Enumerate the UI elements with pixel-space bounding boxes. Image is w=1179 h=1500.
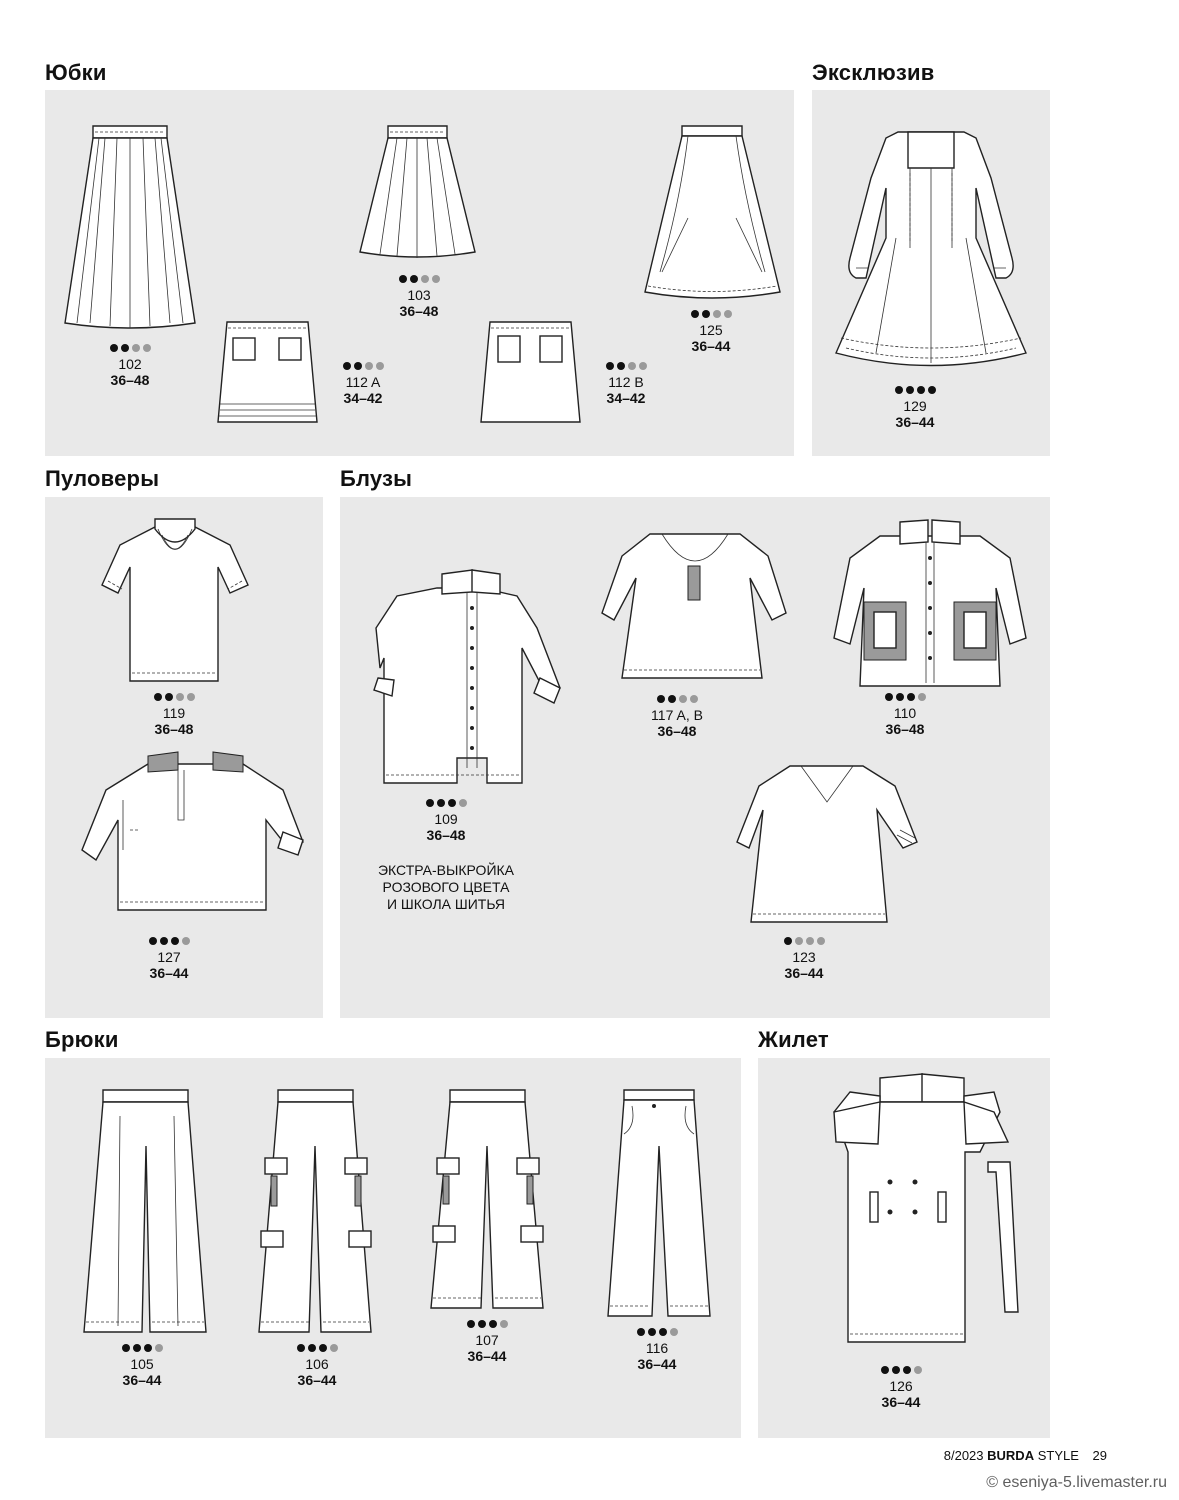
difficulty-dots <box>364 275 474 284</box>
trousers-107-drawing <box>425 1086 550 1314</box>
difficulty-dot-empty <box>330 1344 338 1352</box>
difficulty-dot-empty <box>432 275 440 283</box>
section-title-trousers: Брюки <box>45 1027 119 1052</box>
difficulty-dot-filled <box>906 386 914 394</box>
difficulty-dot-filled <box>410 275 418 283</box>
section-title-blouses: Блузы <box>340 466 413 491</box>
difficulty-dot-filled <box>928 386 936 394</box>
blouse-110-drawing <box>830 518 1030 690</box>
extra-note-line-1: ЭКСТРА-ВЫКРОЙКА <box>377 862 515 878</box>
model-sizes: 36–48 <box>657 723 697 739</box>
difficulty-dot-filled <box>659 1328 667 1336</box>
difficulty-dot-filled <box>121 344 129 352</box>
model-116 <box>602 1328 712 1372</box>
watermark: © eseniya-5.livemaster.ru <box>986 1474 1167 1491</box>
extra-note-line-3: И ШКОЛА ШИТЬЯ <box>386 896 506 912</box>
difficulty-dots <box>391 799 501 808</box>
difficulty-dot-filled <box>308 1344 316 1352</box>
model-sizes: 34–42 <box>343 390 383 406</box>
model-number: 123 <box>792 949 816 965</box>
difficulty-dot-empty <box>639 362 647 370</box>
skirt-125-drawing <box>640 122 785 302</box>
difficulty-dots <box>114 937 224 946</box>
difficulty-dot-filled <box>467 1320 475 1328</box>
difficulty-dots <box>432 1320 542 1329</box>
difficulty-dots <box>656 310 766 319</box>
model-number: 116 <box>645 1340 669 1356</box>
model-sizes: 36–44 <box>297 1372 337 1388</box>
section-title-pullovers: Пуловеры <box>45 466 160 491</box>
difficulty-dots <box>571 362 681 371</box>
difficulty-dots <box>860 386 970 395</box>
difficulty-dot-empty <box>182 937 190 945</box>
difficulty-dot-filled <box>448 799 456 807</box>
model-number: 117 A, B <box>651 707 703 723</box>
brand-name: BURDA <box>987 1448 1035 1463</box>
blouse-123-drawing <box>735 760 920 928</box>
difficulty-dots <box>602 1328 712 1337</box>
difficulty-dot-filled <box>896 693 904 701</box>
model-number: 119 <box>162 705 186 721</box>
difficulty-dot-filled <box>657 695 665 703</box>
difficulty-dot-filled <box>343 362 351 370</box>
difficulty-dot-filled <box>784 937 792 945</box>
difficulty-dot-empty <box>459 799 467 807</box>
model-number: 107 <box>475 1332 499 1348</box>
difficulty-dot-filled <box>437 799 445 807</box>
model-125 <box>656 310 766 354</box>
difficulty-dot-filled <box>297 1344 305 1352</box>
difficulty-dot-filled <box>165 693 173 701</box>
difficulty-dot-filled <box>892 1366 900 1374</box>
difficulty-dot-filled <box>133 1344 141 1352</box>
difficulty-dot-filled <box>637 1328 645 1336</box>
difficulty-dot-empty <box>795 937 803 945</box>
model-sizes: 36–44 <box>467 1348 507 1364</box>
model-number: 127 <box>157 949 181 965</box>
model-sizes: 36–44 <box>149 965 189 981</box>
difficulty-dot-empty <box>918 693 926 701</box>
model-119 <box>119 693 229 737</box>
skirt-103-drawing <box>355 122 480 262</box>
issue-number: 8/2023 <box>943 1448 984 1463</box>
difficulty-dot-filled <box>648 1328 656 1336</box>
difficulty-dot-filled <box>881 1366 889 1374</box>
dress-129-drawing <box>826 118 1036 378</box>
model-number: 129 <box>903 398 927 414</box>
difficulty-dot-filled <box>489 1320 497 1328</box>
model-112b <box>571 362 681 406</box>
difficulty-dot-filled <box>122 1344 130 1352</box>
difficulty-dots <box>75 344 185 353</box>
model-number: 112 A <box>345 374 381 390</box>
model-117 <box>622 695 732 739</box>
difficulty-dot-empty <box>365 362 373 370</box>
model-sizes: 36–48 <box>426 827 466 843</box>
extra-note-line-2: РОЗОВОГО ЦВЕТА <box>382 879 510 895</box>
skirt-102-drawing <box>55 118 205 343</box>
model-number: 126 <box>889 1378 913 1394</box>
section-title-skirts: Юбки <box>45 60 107 85</box>
model-sizes: 36–44 <box>784 965 824 981</box>
model-number: 112 B <box>608 374 644 390</box>
model-number: 105 <box>130 1356 154 1372</box>
difficulty-dot-empty <box>628 362 636 370</box>
difficulty-dot-empty <box>817 937 825 945</box>
difficulty-dot-filled <box>319 1344 327 1352</box>
model-sizes: 36–44 <box>637 1356 677 1372</box>
model-112a <box>308 362 418 406</box>
trousers-106-drawing <box>253 1086 378 1338</box>
model-126 <box>846 1366 956 1410</box>
difficulty-dot-empty <box>679 695 687 703</box>
difficulty-dot-filled <box>144 1344 152 1352</box>
model-106 <box>262 1344 372 1388</box>
model-127 <box>114 937 224 981</box>
difficulty-dot-empty <box>176 693 184 701</box>
difficulty-dot-empty <box>670 1328 678 1336</box>
model-105 <box>87 1344 197 1388</box>
difficulty-dots <box>308 362 418 371</box>
pullover-119-drawing <box>100 515 250 687</box>
difficulty-dot-filled <box>903 1366 911 1374</box>
model-sizes: 36–44 <box>881 1394 921 1410</box>
pullover-127-drawing <box>78 750 313 920</box>
model-103 <box>364 275 474 319</box>
model-number: 106 <box>305 1356 329 1372</box>
section-title-vest: Жилет <box>758 1027 829 1052</box>
model-102 <box>75 344 185 388</box>
trousers-116-drawing <box>602 1086 717 1322</box>
difficulty-dot-empty <box>132 344 140 352</box>
difficulty-dot-filled <box>917 386 925 394</box>
page-footer <box>944 1448 1107 1463</box>
difficulty-dot-filled <box>702 310 710 318</box>
difficulty-dot-empty <box>155 1344 163 1352</box>
model-number: 125 <box>699 322 723 338</box>
difficulty-dot-filled <box>154 693 162 701</box>
section-title-exclusive: Эксклюзив <box>812 60 935 85</box>
skirt-112b-drawing <box>478 318 583 426</box>
difficulty-dot-empty <box>143 344 151 352</box>
model-sizes: 36–44 <box>895 414 935 430</box>
difficulty-dots <box>119 693 229 702</box>
difficulty-dots <box>850 693 960 702</box>
difficulty-dot-empty <box>187 693 195 701</box>
model-sizes: 36–48 <box>399 303 439 319</box>
model-sizes: 36–48 <box>110 372 150 388</box>
model-sizes: 36–48 <box>885 721 925 737</box>
model-number: 109 <box>434 811 458 827</box>
model-107 <box>432 1320 542 1364</box>
model-sizes: 36–48 <box>154 721 194 737</box>
difficulty-dot-filled <box>606 362 614 370</box>
model-110 <box>850 693 960 737</box>
difficulty-dot-filled <box>110 344 118 352</box>
difficulty-dot-filled <box>885 693 893 701</box>
model-109 <box>391 799 501 843</box>
difficulty-dot-empty <box>500 1320 508 1328</box>
difficulty-dot-empty <box>914 1366 922 1374</box>
difficulty-dot-empty <box>724 310 732 318</box>
difficulty-dot-filled <box>399 275 407 283</box>
difficulty-dot-filled <box>149 937 157 945</box>
trousers-105-drawing <box>78 1086 213 1338</box>
difficulty-dot-empty <box>690 695 698 703</box>
difficulty-dot-filled <box>426 799 434 807</box>
difficulty-dots <box>87 1344 197 1353</box>
difficulty-dots <box>749 937 859 946</box>
model-sizes: 34–42 <box>606 390 646 406</box>
vest-126-drawing <box>830 1072 1035 1352</box>
difficulty-dot-filled <box>617 362 625 370</box>
difficulty-dot-filled <box>668 695 676 703</box>
blouse-117-drawing <box>600 528 790 690</box>
page-number: 29 <box>1092 1448 1107 1463</box>
model-number: 103 <box>407 287 431 303</box>
difficulty-dot-filled <box>907 693 915 701</box>
difficulty-dot-empty <box>806 937 814 945</box>
difficulty-dot-filled <box>895 386 903 394</box>
difficulty-dot-empty <box>376 362 384 370</box>
difficulty-dot-filled <box>160 937 168 945</box>
model-129 <box>860 386 970 430</box>
difficulty-dot-filled <box>478 1320 486 1328</box>
difficulty-dots <box>622 695 732 704</box>
difficulty-dots <box>846 1366 956 1375</box>
model-number: 110 <box>893 705 917 721</box>
difficulty-dot-filled <box>354 362 362 370</box>
model-123 <box>749 937 859 981</box>
brand-suffix: STYLE <box>1037 1448 1079 1463</box>
model-number: 102 <box>118 356 142 372</box>
difficulty-dot-empty <box>421 275 429 283</box>
blouse-109-drawing <box>372 568 572 793</box>
difficulty-dots <box>262 1344 372 1353</box>
skirt-112a-drawing <box>215 318 320 426</box>
extra-pattern-note <box>356 862 536 913</box>
difficulty-dot-filled <box>691 310 699 318</box>
model-sizes: 36–44 <box>122 1372 162 1388</box>
difficulty-dot-filled <box>171 937 179 945</box>
model-sizes: 36–44 <box>691 338 731 354</box>
difficulty-dot-empty <box>713 310 721 318</box>
